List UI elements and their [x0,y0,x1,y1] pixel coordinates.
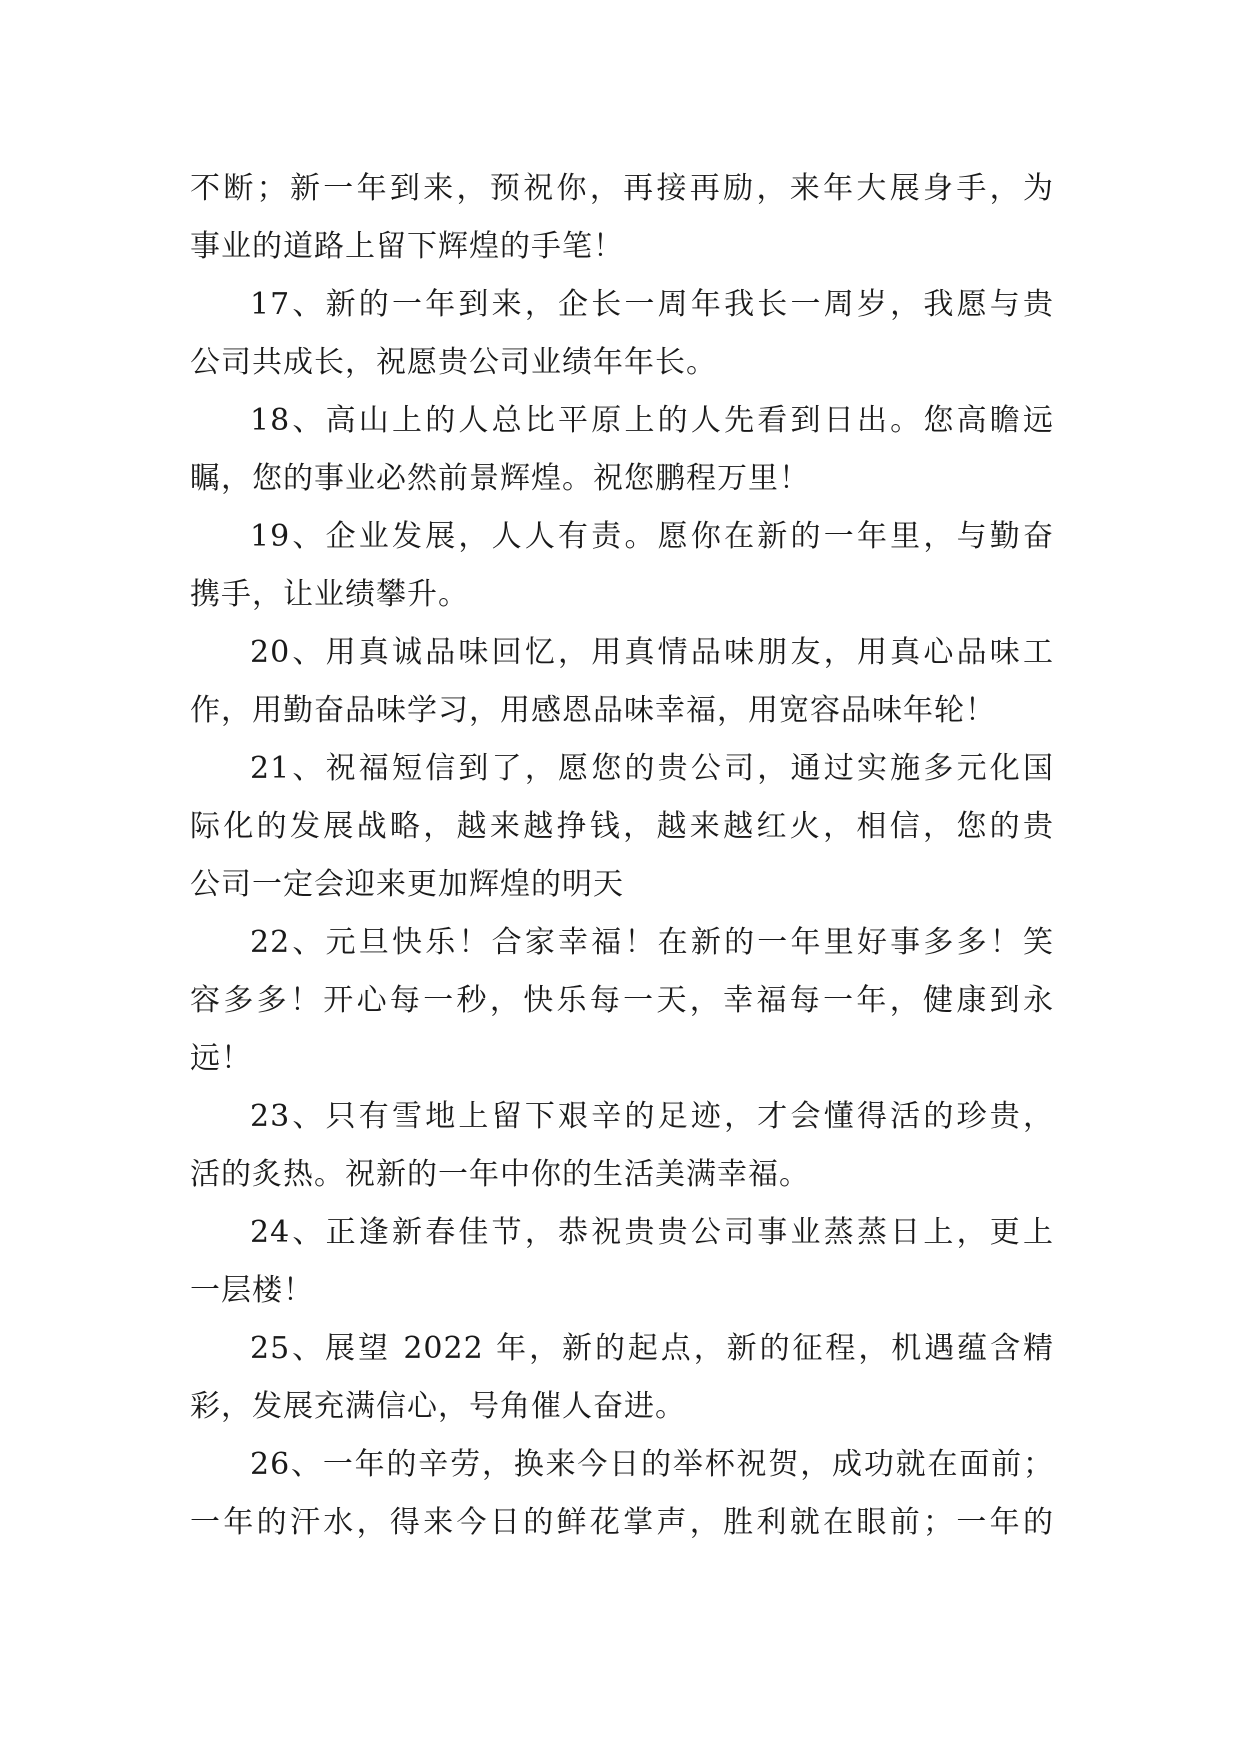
text-line: 携手，让业绩攀升。 [190,577,469,612]
text-line: 24、正逢新春佳节，恭祝贵贵公司事业蒸蒸日上，更上 [250,1215,1054,1250]
paragraph-item-22 [190,914,1054,1088]
text-line: 一年的汗水，得来今日的鲜花掌声，胜利就在眼前；一年的 [190,1505,1054,1540]
text-line: 21、祝福短信到了，愿您的贵公司，通过实施多元化国 [250,751,1054,786]
text-line: 彩，发展充满信心，号角催人奋进。 [190,1389,686,1424]
paragraph-item-26 [190,1436,1054,1552]
text-line: 20、用真诚品味回忆，用真情品味朋友，用真心品味工 [250,635,1054,670]
text-line: 活的炙热。祝新的一年中你的生活美满幸福。 [190,1157,810,1192]
text-line: 25、展望 2022 年，新的起点，新的征程，机遇蕴含精 [250,1331,1054,1366]
paragraph-item-21 [190,740,1054,914]
text-line: 事业的道路上留下辉煌的手笔！ [190,229,624,264]
text-line: 17、新的一年到来，企长一周年我长一周岁，我愿与贵 [250,287,1054,322]
paragraph-item-23 [190,1088,1054,1204]
text-line: 际化的发展战略，越来越挣钱，越来越红火，相信，您的贵 [190,809,1054,844]
text-line: 18、高山上的人总比平原上的人先看到日出。您高瞻远 [250,403,1054,438]
paragraph-item-24 [190,1204,1054,1320]
text-line: 公司共成长，祝愿贵公司业绩年年长。 [190,345,717,380]
text-line: 瞩，您的事业必然前景辉煌。祝您鹏程万里！ [190,461,810,496]
text-line: 19、企业发展，人人有责。愿你在新的一年里，与勤奋 [250,519,1054,554]
text-line: 作，用勤奋品味学习，用感恩品味幸福，用宽容品味年轮！ [190,693,996,728]
text-line: 22、元旦快乐！合家幸福！在新的一年里好事多多！笑 [250,925,1054,960]
paragraph-item-25 [190,1320,1054,1436]
text-line: 公司一定会迎来更加辉煌的明天 [190,867,624,902]
text-line: 不断；新一年到来，预祝你，再接再励，来年大展身手，为 [190,171,1054,206]
paragraph-item-19 [190,508,1054,624]
text-line: 远！ [190,1041,252,1076]
text-line: 一层楼！ [190,1273,314,1308]
text-line: 26、一年的辛劳，换来今日的举杯祝贺，成功就在面前； [250,1447,1054,1482]
document-body [190,160,1054,1552]
paragraph-continuation [190,160,1054,276]
paragraph-item-20 [190,624,1054,740]
paragraph-item-18 [190,392,1054,508]
text-line: 23、只有雪地上留下艰辛的足迹，才会懂得活的珍贵， [250,1099,1054,1134]
text-line: 容多多！开心每一秒，快乐每一天，幸福每一年，健康到永 [190,983,1054,1018]
paragraph-item-17 [190,276,1054,392]
